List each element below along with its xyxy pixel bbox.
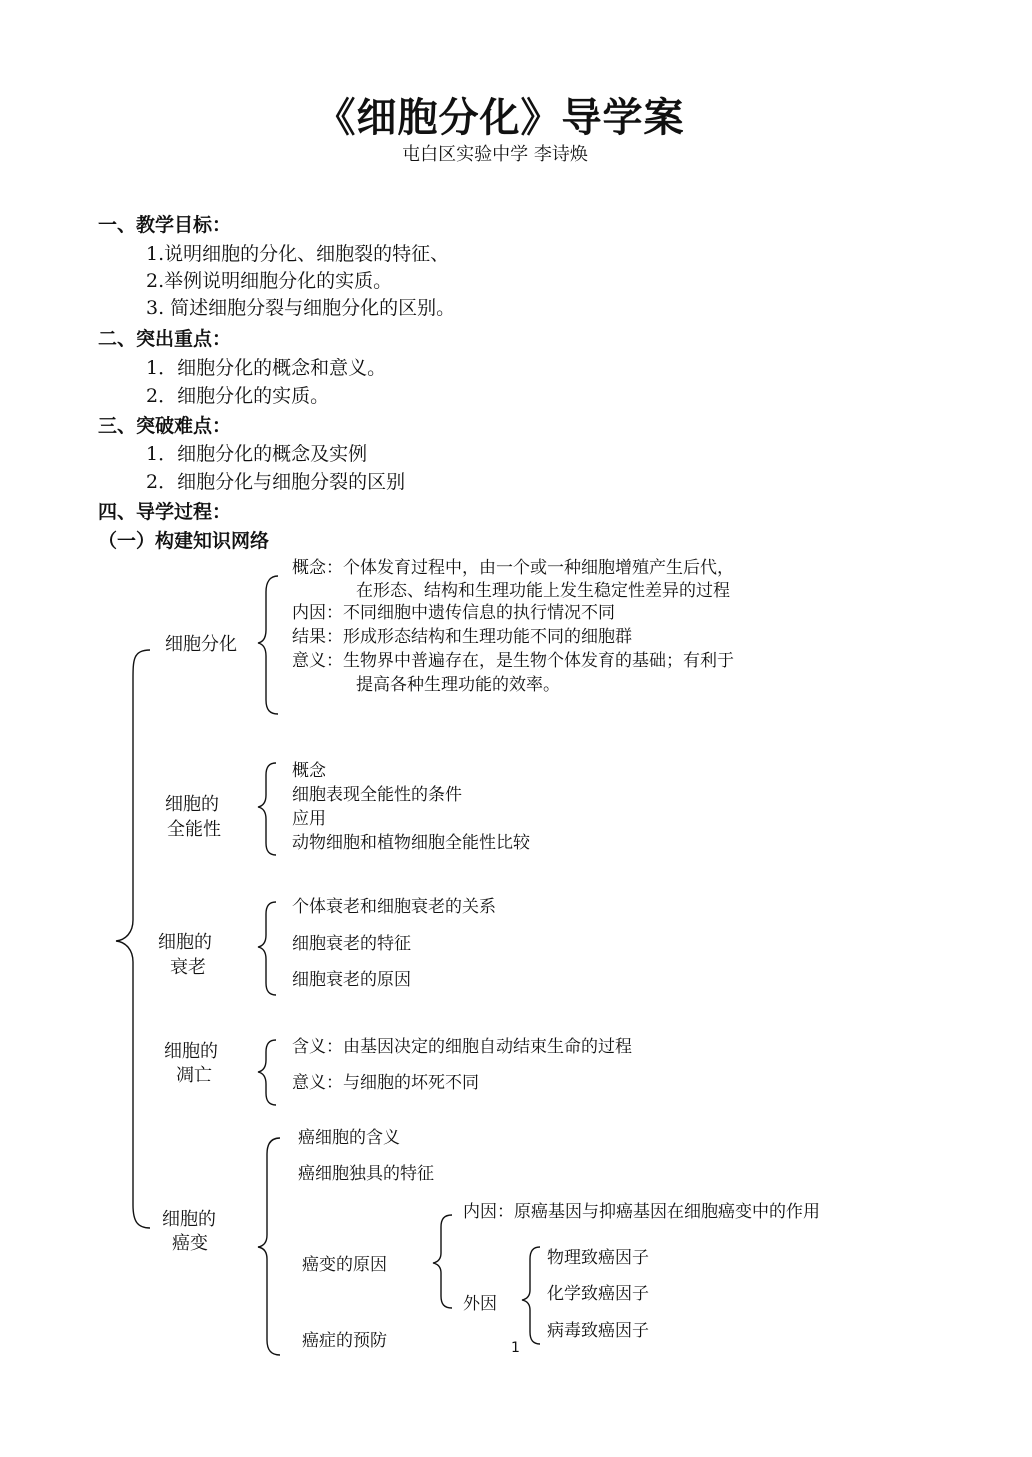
page-title: 《细胞分化》导学案 xyxy=(315,95,685,141)
section-heading-key-points: 二、突出重点： xyxy=(98,328,232,350)
map-text-line: 病毒致癌因子 xyxy=(547,1321,649,1341)
map-text-line: 动物细胞和植物细胞全能性比较 xyxy=(292,833,530,853)
key-point-item: 2．细胞分化的实质。 xyxy=(146,385,330,407)
map-text-line: 结果：形成形态结构和生理功能不同的细胞群 xyxy=(292,627,632,647)
map-text-line: 概念：个体发育过程中，由一个或一种细胞增殖产生后代， xyxy=(292,558,734,578)
map-text-line: 意义：生物界中普遍存在，是生物个体发育的基础；有利于 xyxy=(292,651,734,671)
map-text-line: 含义：由基因决定的细胞自动结束生命的过程 xyxy=(292,1037,632,1057)
map-text-line-prevention: 癌症的预防 xyxy=(302,1331,387,1351)
map-node-cancer-cause: 癌变的原因 xyxy=(302,1255,387,1275)
brace-aging xyxy=(258,902,276,995)
map-text-line: 细胞表现全能性的条件 xyxy=(292,785,462,805)
objective-item: 2.举例说明细胞分化的实质。 xyxy=(146,270,393,292)
map-node-differentiation: 细胞分化 xyxy=(165,634,237,655)
brace-differentiation xyxy=(258,576,278,714)
map-node-apoptosis-l1: 细胞的 xyxy=(164,1041,218,1062)
map-node-cancer-l1: 细胞的 xyxy=(162,1209,216,1230)
difficulty-item: 2．细胞分化与细胞分裂的区别 xyxy=(146,471,406,493)
map-text-line: 应用 xyxy=(292,809,326,829)
map-text-line: 提高各种生理功能的效率。 xyxy=(356,675,560,695)
map-text-line: 在形态、结构和生理功能上发生稳定性差异的过程 xyxy=(356,581,730,601)
brace-cancer-cause xyxy=(433,1215,452,1308)
difficulty-item: 1．细胞分化的概念及实例 xyxy=(146,443,368,465)
subsection-heading-knowledge-map: （一）构建知识网络 xyxy=(98,530,270,552)
brace-cancer xyxy=(258,1138,280,1355)
map-text-line: 癌细胞独具的特征 xyxy=(298,1164,434,1184)
map-node-aging-l1: 细胞的 xyxy=(158,932,212,953)
map-text-line: 个体衰老和细胞衰老的关系 xyxy=(292,897,496,917)
map-text-line: 意义：与细胞的坏死不同 xyxy=(292,1073,479,1093)
map-text-line: 癌细胞的含义 xyxy=(298,1128,400,1148)
map-text-line: 细胞衰老的原因 xyxy=(292,970,411,990)
map-node-totipotency-l2: 全能性 xyxy=(167,819,221,840)
author-line: 屯白区实验中学 李诗焕 xyxy=(402,144,588,165)
map-text-line: 概念 xyxy=(292,761,326,781)
map-node-aging-l2: 衰老 xyxy=(170,957,206,978)
map-text-line: 物理致癌因子 xyxy=(547,1248,649,1268)
page-number: 1 xyxy=(511,1340,520,1356)
map-text-line-internal-cause: 内因：原癌基因与抑癌基因在细胞癌变中的作用 xyxy=(463,1202,820,1222)
brace-totipotency xyxy=(258,763,276,855)
map-node-apoptosis-l2: 凋亡 xyxy=(176,1065,212,1086)
section-heading-process: 四、导学过程： xyxy=(98,501,232,523)
objective-item: 3. 简述细胞分裂与细胞分化的区别。 xyxy=(146,297,456,319)
key-point-item: 1．细胞分化的概念和意义。 xyxy=(146,357,387,379)
section-heading-objectives: 一、教学目标： xyxy=(98,214,232,236)
map-node-totipotency-l1: 细胞的 xyxy=(165,794,219,815)
brace-apoptosis xyxy=(258,1040,276,1105)
map-node-cancer-l2: 癌变 xyxy=(172,1233,208,1254)
section-heading-difficulties: 三、突破难点： xyxy=(98,415,232,437)
map-text-line: 化学致癌因子 xyxy=(547,1284,649,1304)
main-brace xyxy=(116,650,150,1228)
objective-item: 1.说明细胞的分化、细胞裂的特征、 xyxy=(146,243,450,265)
brace-external xyxy=(522,1247,540,1344)
map-node-external-cause: 外因 xyxy=(463,1294,497,1314)
map-text-line: 内因：不同细胞中遗传信息的执行情况不同 xyxy=(292,603,615,623)
map-text-line: 细胞衰老的特征 xyxy=(292,934,411,954)
